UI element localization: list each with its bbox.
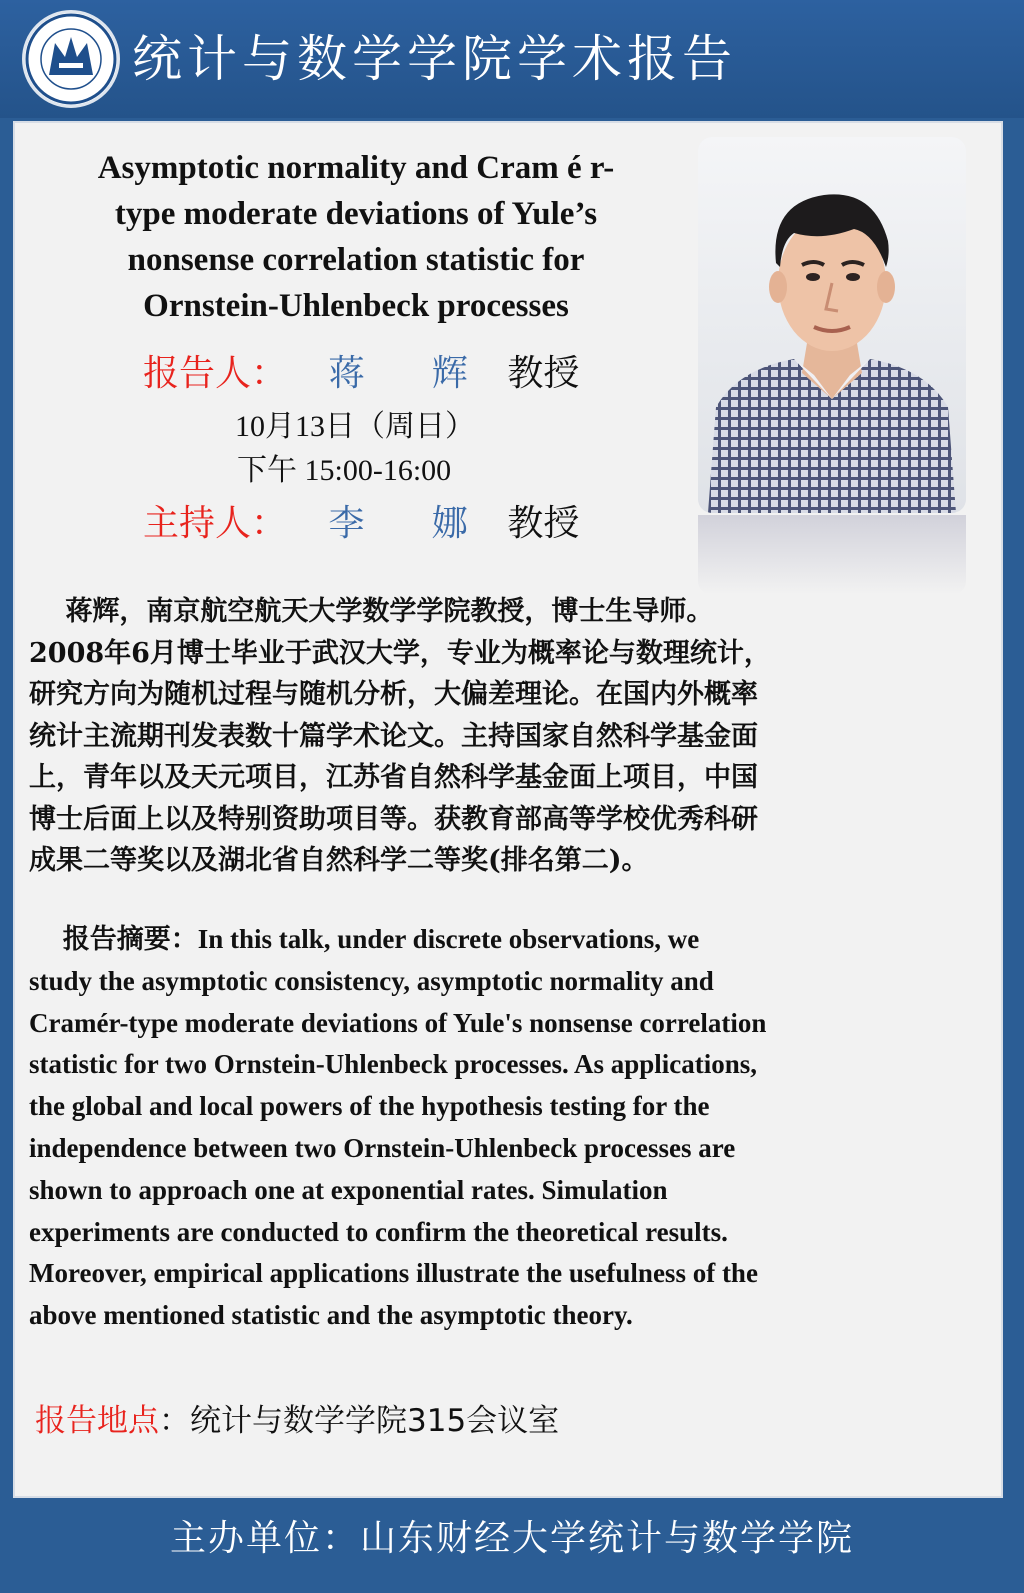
talk-time: 下午 15:00-16:00	[237, 454, 452, 487]
speaker-portrait-icon	[698, 137, 966, 513]
logo-emblem-icon	[25, 13, 117, 105]
talk-title-line: type moderate deviations of Yule’s	[114, 196, 598, 232]
abstract-line: 报告摘要：In this talk, under discrete observations, we	[29, 924, 700, 954]
host-title: 教授	[507, 503, 580, 544]
speaker-name: 蒋 辉	[328, 353, 496, 394]
bio-line: 蒋辉，南京航空航天大学数学学院教授，博士生导师。	[29, 596, 714, 627]
abstract-line: Moreover, empirical applications illustrate the usefulness of the	[29, 1258, 758, 1289]
host-label: 主持人：	[143, 503, 288, 544]
talk-title-line: Ornstein-Uhlenbeck processes	[143, 288, 569, 324]
bio-line: 统计主流期刊发表数十篇学术论文。主持国家自然科学基金面	[29, 720, 758, 752]
bio-line: 研究方向为随机过程与随机分析，大偏差理论。在国内外概率	[29, 679, 758, 710]
talk-abstract	[29, 919, 991, 1337]
abstract-line: study the asymptotic consistency, asymptotic normality and	[29, 965, 714, 996]
bio-line: 上，青年以及天元项目，江苏省自然科学基金面上项目，中国	[29, 762, 758, 793]
bio-line: 成果二等奖以及湖北省自然科学二等奖(排名第二)。	[29, 845, 649, 876]
venue-label: 报告地点	[35, 1403, 159, 1439]
abstract-line: shown to approach one at exponential rates. Simulation	[29, 1174, 668, 1205]
bio-line: 博士后面上以及特别资助项目等。获教育部高等学校优秀科研	[29, 803, 758, 835]
bio-line: 2008年6月博士毕业于武汉大学，专业为概率论与数理统计，	[29, 637, 771, 669]
header-title: 统计与数学学院学术报告	[132, 30, 737, 88]
photo-reflection	[698, 515, 966, 595]
abstract-line: independence between two Ornstein-Uhlenbeck processes are	[29, 1132, 736, 1163]
speaker-bio	[29, 591, 991, 882]
header-banner	[0, 0, 1024, 118]
abstract-line: the global and local powers of the hypothesis testing for the	[29, 1091, 710, 1122]
venue-row	[35, 1395, 559, 1440]
host-row	[143, 495, 579, 546]
venue-separator: ：	[159, 1403, 190, 1439]
speaker-photo	[698, 137, 966, 513]
abstract-line: statistic for two Ornstein-Uhlenbeck processes. As applications,	[29, 1049, 757, 1080]
talk-title-line: nonsense correlation statistic for	[127, 242, 585, 278]
speaker-label: 报告人：	[143, 353, 288, 394]
abstract-line: experiments are conducted to confirm the theoretical results.	[29, 1216, 728, 1247]
talk-title-line: Asymptotic normality and Cram é r-	[97, 150, 615, 186]
abstract-line: Cramér-type moderate deviations of Yule's nonsense correlation	[29, 1007, 767, 1038]
footer-organizer: 主办单位：山东财经大学统计与数学学院	[169, 1518, 854, 1559]
talk-title	[31, 145, 681, 329]
venue-value: 统计与数学学院315会议室	[190, 1403, 560, 1439]
content-panel	[13, 121, 1003, 1498]
talk-date: 10月13日（周日）	[235, 410, 475, 443]
host-name: 李 娜	[328, 503, 496, 544]
university-logo	[22, 10, 120, 108]
abstract-line: above mentioned statistic and the asymptotic theory.	[29, 1300, 633, 1331]
speaker-row	[143, 345, 579, 396]
speaker-title: 教授	[507, 353, 580, 394]
